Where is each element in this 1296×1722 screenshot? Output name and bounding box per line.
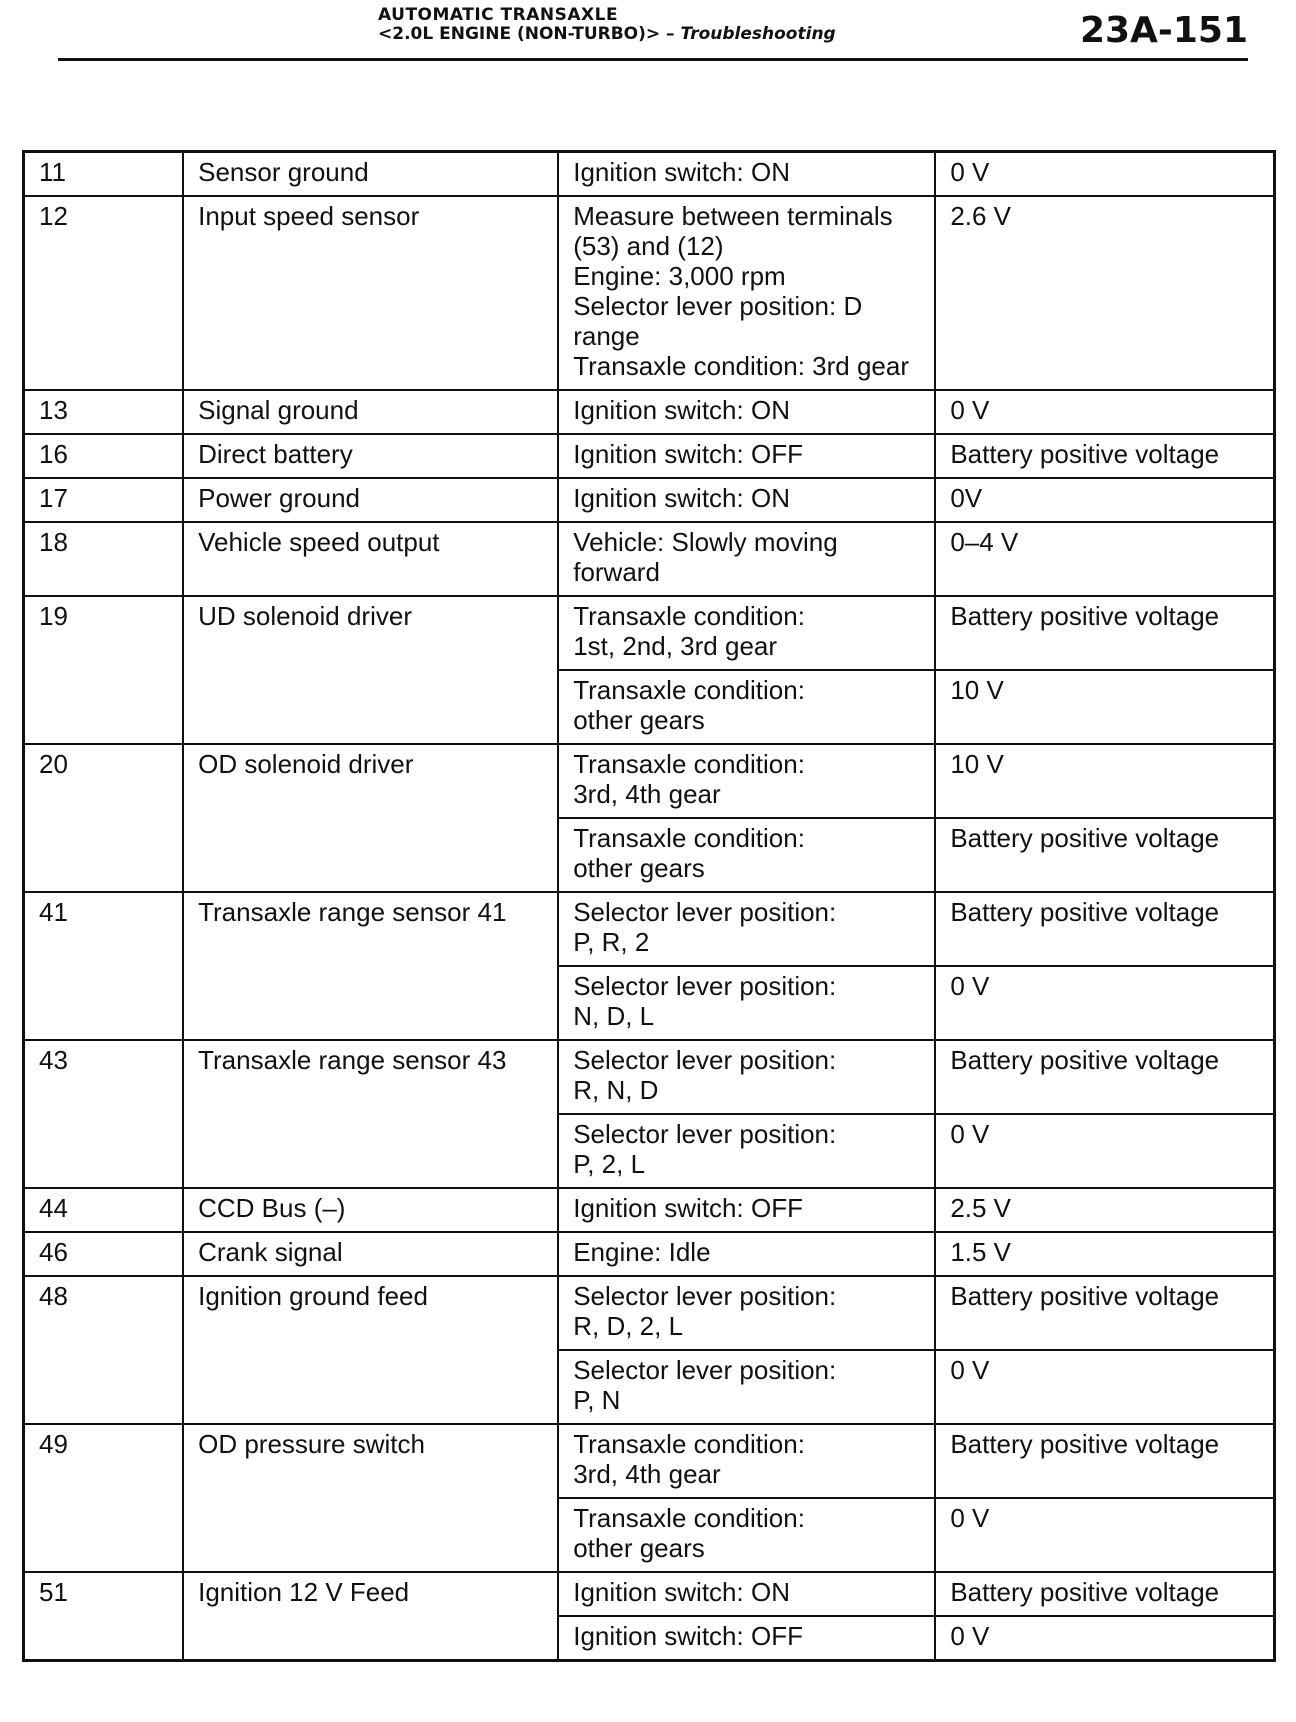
normal-value-cell: 0 V — [935, 1114, 1274, 1188]
normal-value-cell: 0 V — [935, 152, 1274, 197]
normal-value-cell: Battery positive voltage — [935, 1424, 1274, 1498]
table-row — [24, 1040, 1275, 1114]
table-row — [24, 1424, 1275, 1498]
signal-name-cell: Input speed sensor — [183, 196, 558, 390]
check-condition-cell: Vehicle: Slowly moving forward — [558, 522, 935, 596]
normal-value-cell: 0 V — [935, 966, 1274, 1040]
normal-value-cell: Battery positive voltage — [935, 818, 1274, 892]
normal-value-cell: 2.5 V — [935, 1188, 1274, 1232]
check-condition-cell: Ignition switch: ON — [558, 1572, 935, 1616]
normal-value-cell: Battery positive voltage — [935, 1276, 1274, 1350]
check-condition-cell: Transaxle condition: 3rd, 4th gear — [558, 1424, 935, 1498]
table-row — [24, 1232, 1275, 1276]
check-condition-cell: Selector lever position: N, D, L — [558, 966, 935, 1040]
check-condition-cell: Ignition switch: ON — [558, 478, 935, 522]
table-row — [24, 152, 1275, 197]
terminal-number-cell: 49 — [24, 1424, 184, 1572]
signal-name-cell: Signal ground — [183, 390, 558, 434]
normal-value-cell: 0 V — [935, 390, 1274, 434]
page-number: 23A-151 — [1079, 10, 1248, 51]
normal-value-cell: 1.5 V — [935, 1232, 1274, 1276]
check-condition-cell: Transaxle condition: other gears — [558, 1498, 935, 1572]
section-title: AUTOMATIC TRANSAXLE — [378, 5, 619, 25]
signal-name-cell: Transaxle range sensor 41 — [183, 892, 558, 1040]
normal-value-cell: Battery positive voltage — [935, 596, 1274, 670]
signal-name-cell: Vehicle speed output — [183, 522, 558, 596]
terminal-number-cell: 44 — [24, 1188, 184, 1232]
terminal-voltage-table — [22, 150, 1276, 1662]
normal-value-cell: Battery positive voltage — [935, 434, 1274, 478]
check-condition-cell: Selector lever position: P, N — [558, 1350, 935, 1424]
terminal-number-cell: 43 — [24, 1040, 184, 1188]
normal-value-cell: 2.6 V — [935, 196, 1274, 390]
table-row — [24, 1276, 1275, 1350]
table-row — [24, 434, 1275, 478]
table-row — [24, 596, 1275, 670]
terminal-number-cell: 48 — [24, 1276, 184, 1424]
normal-value-cell: 0–4 V — [935, 522, 1274, 596]
table-row — [24, 892, 1275, 966]
table-row — [24, 1188, 1275, 1232]
normal-value-cell: 10 V — [935, 744, 1274, 818]
check-condition-cell: Selector lever position: R, D, 2, L — [558, 1276, 935, 1350]
check-condition-cell: Ignition switch: ON — [558, 390, 935, 434]
check-condition-cell: Transaxle condition: 1st, 2nd, 3rd gear — [558, 596, 935, 670]
header-titles — [378, 6, 836, 44]
check-condition-cell: Transaxle condition: other gears — [558, 670, 935, 744]
terminal-number-cell: 18 — [24, 522, 184, 596]
terminal-number-cell: 41 — [24, 892, 184, 1040]
signal-name-cell: OD solenoid driver — [183, 744, 558, 892]
check-condition-cell: Ignition switch: ON — [558, 152, 935, 197]
signal-name-cell: OD pressure switch — [183, 1424, 558, 1572]
table-row — [24, 478, 1275, 522]
terminal-number-cell: 51 — [24, 1572, 184, 1661]
terminal-number-cell: 13 — [24, 390, 184, 434]
signal-name-cell: Direct battery — [183, 434, 558, 478]
check-condition-cell: Selector lever position: P, 2, L — [558, 1114, 935, 1188]
signal-name-cell: Transaxle range sensor 43 — [183, 1040, 558, 1188]
signal-name-cell: Ignition ground feed — [183, 1276, 558, 1424]
terminal-voltage-table-body — [24, 152, 1275, 1661]
topic-label: Troubleshooting — [680, 24, 836, 44]
terminal-number-cell: 16 — [24, 434, 184, 478]
normal-value-cell: Battery positive voltage — [935, 1040, 1274, 1114]
engine-variant: <2.0L ENGINE (NON-TURBO)> – — [378, 24, 675, 44]
signal-name-cell: UD solenoid driver — [183, 596, 558, 744]
normal-value-cell: 0 V — [935, 1616, 1274, 1661]
check-condition-cell: Transaxle condition: other gears — [558, 818, 935, 892]
header-divider — [58, 58, 1248, 61]
check-condition-cell: Ignition switch: OFF — [558, 1188, 935, 1232]
signal-name-cell: CCD Bus (–) — [183, 1188, 558, 1232]
check-condition-cell: Engine: Idle — [558, 1232, 935, 1276]
signal-name-cell: Sensor ground — [183, 152, 558, 197]
normal-value-cell: 0V — [935, 478, 1274, 522]
check-condition-cell: Measure between terminals (53) and (12) Engine: 3,000 rpm Selector lever position: D range Transaxle condition: 3rd gear — [558, 196, 935, 390]
terminal-number-cell: 20 — [24, 744, 184, 892]
table-row — [24, 1572, 1275, 1616]
terminal-number-cell: 12 — [24, 196, 184, 390]
terminal-number-cell: 46 — [24, 1232, 184, 1276]
check-condition-cell: Ignition switch: OFF — [558, 1616, 935, 1661]
normal-value-cell: 0 V — [935, 1498, 1274, 1572]
terminal-number-cell: 11 — [24, 152, 184, 197]
table-row — [24, 744, 1275, 818]
normal-value-cell: Battery positive voltage — [935, 892, 1274, 966]
check-condition-cell: Selector lever position: P, R, 2 — [558, 892, 935, 966]
page-header — [58, 0, 1248, 62]
section-subtitle — [378, 24, 836, 44]
table-row — [24, 196, 1275, 390]
check-condition-cell: Ignition switch: OFF — [558, 434, 935, 478]
signal-name-cell: Power ground — [183, 478, 558, 522]
signal-name-cell: Ignition 12 V Feed — [183, 1572, 558, 1661]
terminal-number-cell: 17 — [24, 478, 184, 522]
table-row — [24, 522, 1275, 596]
check-condition-cell: Transaxle condition: 3rd, 4th gear — [558, 744, 935, 818]
terminal-number-cell: 19 — [24, 596, 184, 744]
check-condition-cell: Selector lever position: R, N, D — [558, 1040, 935, 1114]
normal-value-cell: 10 V — [935, 670, 1274, 744]
normal-value-cell: Battery positive voltage — [935, 1572, 1274, 1616]
signal-name-cell: Crank signal — [183, 1232, 558, 1276]
table-row — [24, 390, 1275, 434]
normal-value-cell: 0 V — [935, 1350, 1274, 1424]
